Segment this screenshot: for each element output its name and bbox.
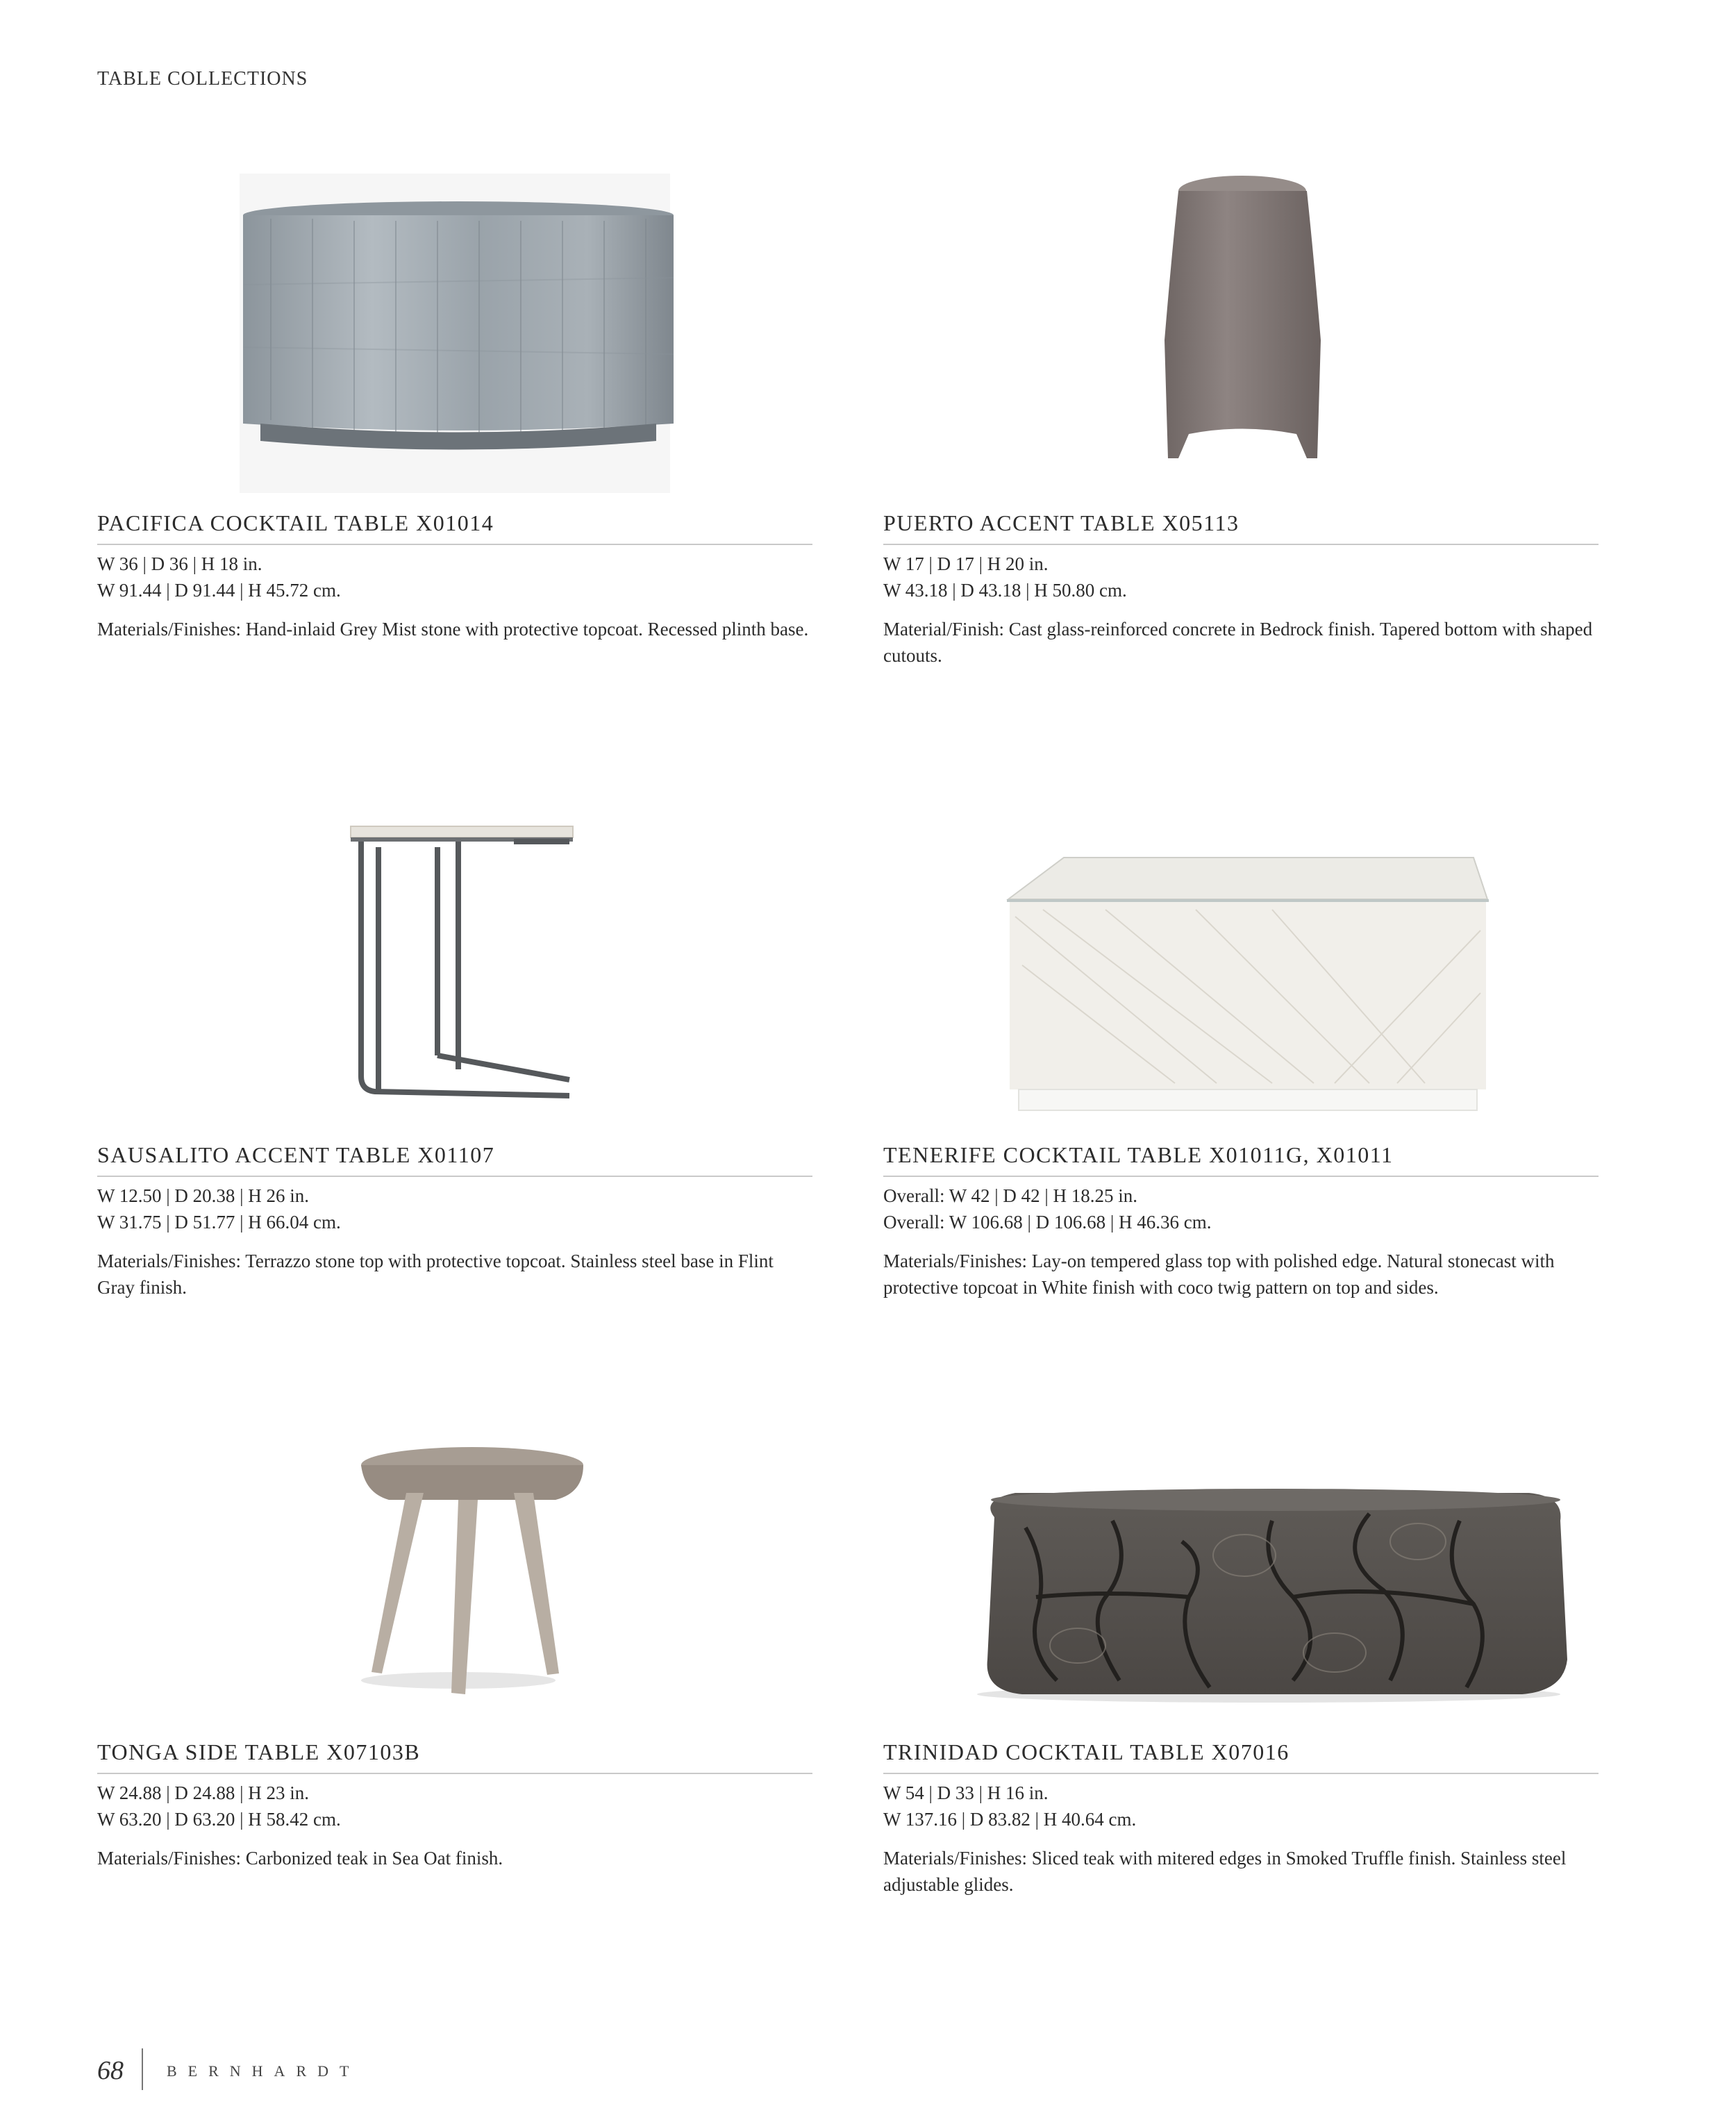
sausalito-table-image (97, 792, 812, 1125)
tenerife-table-image (883, 792, 1599, 1125)
puerto-table-image (883, 160, 1599, 493)
divider (97, 1773, 812, 1774)
divider (883, 544, 1599, 545)
pacifica-table-image (97, 160, 812, 493)
materials-text: Materials/Finishes: Carbonized teak in Sea Oat finish. (97, 1848, 503, 1869)
dimensions-inches: W 12.50 | D 20.38 | H 26 in. (97, 1185, 310, 1206)
product-name: TENERIFE COCKTAIL TABLE X01011G, X01011 (883, 1142, 1394, 1167)
divider (97, 544, 812, 545)
materials-text: Materials/Finishes: Hand-inlaid Grey Mist stone with protective topcoat. Recessed plinth base. (97, 619, 809, 640)
dimensions-inches: W 36 | D 36 | H 18 in. (97, 553, 262, 574)
dimensions-cm: W 91.44 | D 91.44 | H 45.72 cm. (97, 580, 341, 601)
product-name: PACIFICA COCKTAIL TABLE X01014 (97, 510, 494, 535)
dimensions-cm: W 137.16 | D 83.82 | H 40.64 cm. (883, 1809, 1137, 1830)
tonga-table-image (97, 1389, 812, 1722)
product-name: TRINIDAD COCKTAIL TABLE X07016 (883, 1739, 1290, 1764)
product-name: SAUSALITO ACCENT TABLE X01107 (97, 1142, 495, 1167)
materials-text: Materials/Finishes: Sliced teak with mitered edges in Smoked Truffle finish. Stainless steel adjustable glides. (883, 1848, 1567, 1895)
materials-text: Materials/Finishes: Terrazzo stone top with protective topcoat. Stainless steel base in Flint Gray finish. (97, 1251, 774, 1298)
dimensions-inches: W 24.88 | D 24.88 | H 23 in. (97, 1782, 310, 1803)
materials-text: Materials/Finishes: Lay-on tempered glass top with polished edge. Natural stonecast with protective topcoat in White finish with coco twig pattern on top and sides. (883, 1251, 1555, 1298)
dimensions-cm: W 63.20 | D 63.20 | H 58.42 cm. (97, 1809, 341, 1830)
divider (97, 1176, 812, 1177)
trinidad-table-image (883, 1389, 1599, 1722)
dimensions-inches: W 17 | D 17 | H 20 in. (883, 553, 1049, 574)
dimensions-cm: W 31.75 | D 51.77 | H 66.04 cm. (97, 1212, 341, 1233)
dimensions-inches: W 54 | D 33 | H 16 in. (883, 1782, 1049, 1803)
brand-logo-text: BERNHARDT (167, 2062, 360, 2080)
dimensions-inches: Overall: W 42 | D 42 | H 18.25 in. (883, 1185, 1138, 1206)
materials-text: Material/Finish: Cast glass-reinforced concrete in Bedrock finish. Tapered bottom with shaped cutouts. (883, 619, 1593, 666)
divider (883, 1773, 1599, 1774)
divider (883, 1176, 1599, 1177)
dimensions-cm: W 43.18 | D 43.18 | H 50.80 cm. (883, 580, 1127, 601)
footer-divider (142, 2048, 143, 2090)
dimensions-cm: Overall: W 106.68 | D 106.68 | H 46.36 cm. (883, 1212, 1212, 1233)
page-number: 68 (97, 2056, 124, 2085)
product-name: PUERTO ACCENT TABLE X05113 (883, 510, 1240, 535)
section-title: TABLE COLLECTIONS (97, 68, 308, 90)
product-name: TONGA SIDE TABLE X07103B (97, 1739, 421, 1764)
